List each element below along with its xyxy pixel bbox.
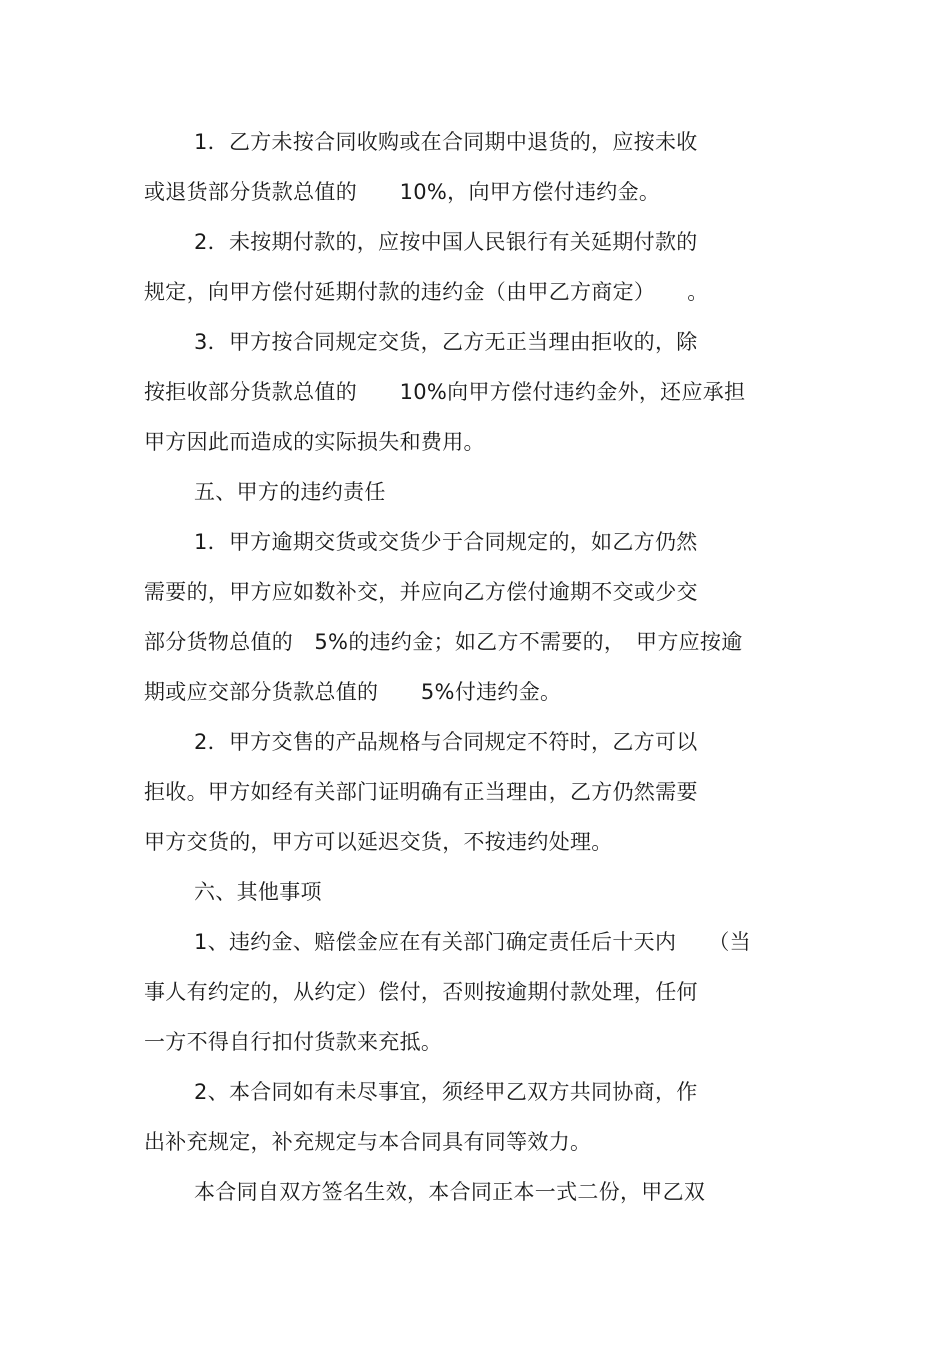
text-line: 一方不得自行扣付货款来充抵。 xyxy=(144,1030,443,1054)
section-heading: 六、其他事项 xyxy=(194,880,322,904)
text-line: 规定，向甲方偿付延期付款的违约金（由甲乙方商定） 。 xyxy=(144,280,709,304)
section-heading: 五、甲方的违约责任 xyxy=(194,480,386,504)
text-line: 或退货部分货款总值的 10%，向甲方偿付违约金。 xyxy=(144,180,661,204)
text-line: 拒收。甲方如经有关部门证明确有正当理由，乙方仍然需要 xyxy=(144,780,698,804)
text-line: 1．乙方未按合同收购或在合同期中退货的，应按未收 xyxy=(194,130,698,154)
text-line: 1、违约金、赔偿金应在有关部门确定责任后十天内 （当 xyxy=(194,930,751,954)
text-line: 出补充规定，补充规定与本合同具有同等效力。 xyxy=(144,1130,592,1154)
text-line: 甲方因此而造成的实际损失和费用。 xyxy=(144,430,485,454)
text-line: 需要的，甲方应如数补交，并应向乙方偿付逾期不交或少交 xyxy=(144,580,698,604)
text-line: 本合同自双方签名生效，本合同正本一式二份，甲乙双 xyxy=(194,1180,706,1204)
text-line: 部分货物总值的 5%的违约金；如乙方不需要的， 甲方应按逾 xyxy=(144,630,743,654)
text-line: 期或应交部分货款总值的 5%付违约金。 xyxy=(144,680,562,704)
text-line: 按拒收部分货款总值的 10%向甲方偿付违约金外，还应承担 xyxy=(144,380,746,404)
text-line: 2、本合同如有未尽事宜，须经甲乙双方共同协商，作 xyxy=(194,1080,698,1104)
text-line: 事人有约定的，从约定）偿付，否则按逾期付款处理，任何 xyxy=(144,980,698,1004)
text-line: 3．甲方按合同规定交货，乙方无正当理由拒收的，除 xyxy=(194,330,698,354)
text-line: 2．未按期付款的，应按中国人民银行有关延期付款的 xyxy=(194,230,698,254)
text-line: 2．甲方交售的产品规格与合同规定不符时，乙方可以 xyxy=(194,730,698,754)
text-line: 1．甲方逾期交货或交货少于合同规定的，如乙方仍然 xyxy=(194,530,698,554)
text-line: 甲方交货的，甲方可以延迟交货，不按违约处理。 xyxy=(144,830,613,854)
